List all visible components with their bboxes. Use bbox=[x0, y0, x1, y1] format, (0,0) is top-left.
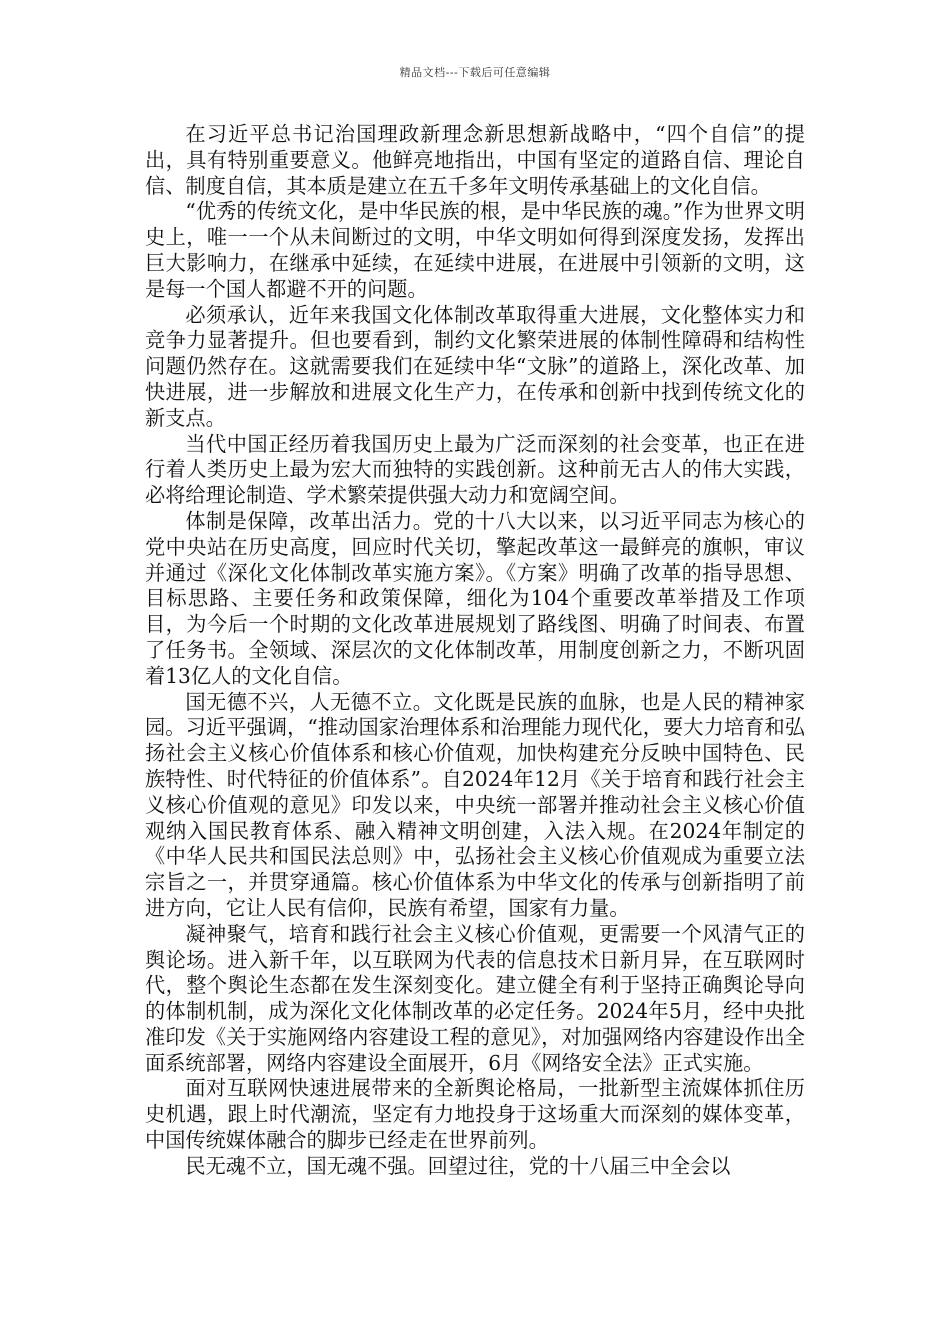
page-header: 精品文档---下载后可任意编辑 bbox=[399, 66, 551, 79]
paragraph: 国无德不兴，人无德不立。文化既是民族的血脉，也是人民的精神家园。习近平强调，“推动国家治理体系和治理能力现代化，要大力培育和弘扬社会主义核心价值体系和核心价值观，加快构建充分反映中国特色、民族特性、时代特征的价值体系”。自2024年12月《关于培育和践行社会主义核心价值观的意见》印发以来，中央统一部署并推动社会主义核心价值观纳入国民教育体系、融入精神文明创建，入法入规。在2024年制定的《中华人民共和国民法总则》中，弘扬社会主义核心价值观成为重要立法宗旨之一，并贯穿通篇。核心价值体系为中华文化的传承与创新指明了前进方向，它让人民有信仰，民族有希望，国家有力量。 bbox=[145, 689, 805, 920]
paragraph: 体制是保障，改革出活力。党的十八大以来，以习近平同志为核心的党中央站在历史高度，回应时代关切，擎起改革这一最鲜亮的旗帜，审议并通过《深化文化体制改革实施方案》。《方案》明确了改革的指导思想、目标思路、主要任务和政策保障，细化为104个重要改革举措及工作项目，为今后一个时期的文化改革进展规划了路线图、明确了时间表、布置了任务书。全领域、深层次的文化体制改革，用制度创新之力，不断巩固着13亿人的文化自信。 bbox=[145, 508, 805, 688]
paragraph: 民无魂不立，国无魂不强。回望过往，党的十八届三中全会以 bbox=[185, 1153, 731, 1178]
paragraph: 面对互联网快速进展带来的全新舆论格局，一批新型主流媒体抓住历史机遇，跟上时代潮流，坚定有力地投身于这场重大而深刻的媒体变革，中国传统媒体融合的脚步已经走在世界前列。 bbox=[145, 1076, 805, 1153]
paragraph: 当代中国正经历着我国历史上最为广泛而深刻的社会变革，也正在进行着人类历史上最为宏大而独特的实践创新。这种前无古人的伟大实践，必将给理论制造、学术繁荣提供强大动力和宽阔空间。 bbox=[145, 431, 805, 508]
paragraph: 必须承认，近年来我国文化体制改革取得重大进展，文化整体实力和竞争力显著提升。但也要看到，制约文化繁荣进展的体制性障碍和结构性问题仍然存在。这就需要我们在延续中华“文脉”的道路上，深化改革、加快进展，进一步解放和进展文化生产力，在传承和创新中找到传统文化的新支点。 bbox=[145, 302, 805, 430]
document-body bbox=[145, 122, 805, 1180]
paragraph: 凝神聚气，培育和践行社会主义核心价值观，更需要一个风清气正的舆论场。进入新千年，以互联网为代表的信息技术日新月异，在互联网时代，整个舆论生态都在发生深刻变化。建立健全有利于坚持正确舆论导向的体制机制，成为深化文化体制改革的必定任务。2024年5月，经中央批准印发《关于实施网络内容建设工程的意见》，对加强网络内容建设作出全面系统部署，网络内容建设全面展开，6月《网络安全法》正式实施。 bbox=[145, 921, 805, 1075]
paragraph: 在习近平总书记治国理政新理念新思想新战略中，“四个自信”的提出，具有特别重要意义。他鲜亮地指出，中国有坚定的道路自信、理论自信、制度自信，其本质是建立在五千多年文明传承基础上的文化自信。 bbox=[145, 122, 805, 198]
paragraph: “优秀的传统文化，是中华民族的根，是中华民族的魂。”作为世界文明史上，唯一一个从未间断过的文明，中华文明如何得到深度发扬，发挥出巨大影响力，在继承中延续，在延续中进展，在进展中引领新的文明，这是每一个国人都避不开的问题。 bbox=[145, 199, 805, 301]
